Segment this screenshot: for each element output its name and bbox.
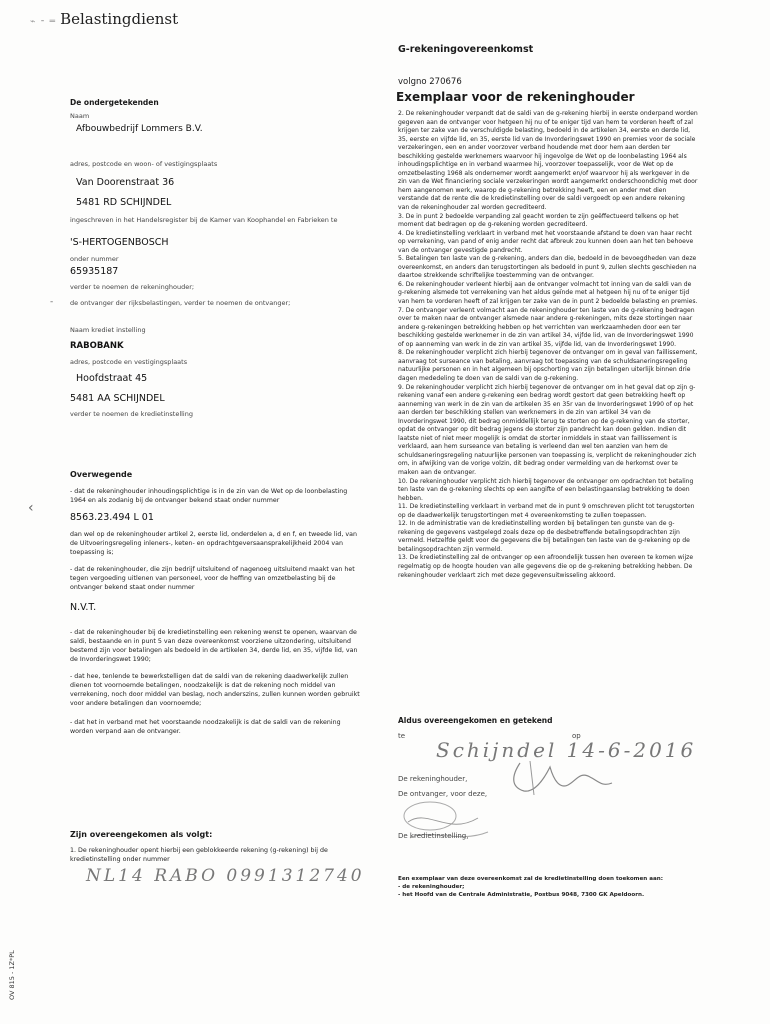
distribution-footer [398,875,698,899]
krediet-label: Naam krediet instelling [70,326,146,334]
clause-3: 3. De in punt 2 bedoelde verpanding zal geacht worden te zijn geëffectueerd telkens op het moment dat bedragen op de g-rekening worden gecrediteerd. [398,212,679,229]
margin-dash-mark: - [50,297,54,307]
ontvanger-stamp [398,798,498,848]
naam-value: Afbouwbedrijf Lommers B.V. [76,124,203,134]
ontvanger-line: de ontvanger der rijksbelastingen, verder te noemen de ontvanger; [70,299,291,307]
overwegende-4: - dat de rekeninghouder bij de kredietinstelling een rekening wenst te openen, waarvan de saldi, bestaande en in punt 5 van deze overeenkomst voorziene uitzondering, uitsluitend bestemd zijn voor betalingen als bedoeld in de artikelen 34, derde lid, en 35, vijfde lid, van de Invorderingswet 1990; [70,629,358,663]
clauses-text [398,110,698,580]
clause-11: 11. De kredietinstelling verklaart in verband met de in punt 9 omschreven plicht tot terugstorten op de daadwerkelijk terugstortingen met 4 overeenkomsting te zullen toepassen. [398,503,695,519]
footer-line-2: - de rekeninghouder; [398,884,465,890]
clause-7: 7. De ontvanger verleent volmacht aan de rekeninghouder ten laste van de g-rekening bedragen over te maken naar de ontvanger alsmede naar andere g-rekeningen, mits deze stortingen naar andere g-rekeningen betrekking hebben op het verrichten van werkzaamheden door een ter beschikking gestelde werknemer in de zin van artikel 34, vijfde lid, van de Invorderingswet 1990 of op aanneming van werk in de zin van artikel 35, vijfde lid, van de Invorderingswet 1990. [398,306,695,348]
overwegende-1: - dat de rekeninghouder inhoudingsplichtige is in de zin van de Wet op de loonbelasting 1964 en als zodanig bij de ontvanger bekend staat onder nummer [70,488,348,504]
margin-arrow-mark: ‹ [28,500,34,516]
clause-9: 9. De rekeninghouder verplicht zich hierbij tegenover de ontvanger om in het geval dat op zijn g-rekening vanaf een andere g-rekening een bedrag wordt gestort dat geen betrekking heeft op aanneming van werk in de zin van de artikelen 35 en 35r van de Invorderingswet 1990 of op het aan derden ter beschikking stellen van werknemers in de zin van artikel 34 van de Invorderingswet 1990, dit bedrag onmiddellijk terug te storten op de g-rekening van de storter, opdat de ontvanger op dit bedrag jegens de storter zijn pandrecht kan doen gelden. Indien dit laatste niet of niet meer mogelijk is omdat de storter inmiddels in staat van faillissement is verklaard, aan hem surseance van betaling is verleend dan wel ten aanzien van hem de schuldsaneringsregeling natuurlijke personen van toepassing is, verplicht de rekeninghouder zich om, in afwijking van de vorige volzin, dit bedrag onder vermelding van de herkomst over te maken aan de ontvanger. [398,383,697,476]
aldus-heading: Aldus overeengekomen en getekend [398,716,553,725]
street-value: Van Doorenstraat 36 [76,177,175,188]
handelsregister-label: ingeschreven in het Handelsregister bij de Kamer van Koophandel en Fabrieken te [70,216,338,224]
rekeninghouder-signature-label: De rekeninghouder, [398,775,468,783]
volgno: volgno 270676 [398,77,462,87]
nvt-value: N.V.T. [70,602,97,613]
handwritten-place-date: Schijndel 14-6-2016 [436,738,697,762]
kredietinstelling-signature-label: De kredietinstelling, [398,832,469,840]
verder-rekeninghouder: verder te noemen de rekeninghouder; [70,283,195,291]
overwegende-heading: Overwegende [70,470,133,479]
exemplaar-heading: Exemplaar voor de rekeninghouder [396,90,635,104]
clause-12: 12. In de administratie van de kredietinstelling worden bij betalingen ten gunste van de g-rekening de gegevens vastgelegd zoals deze op de desbetreffende betalingsopdrachten zijn vermeld. Hetzelfde geldt voor de gegevens die bij betalingen ten laste van de g-rekening op de betalingsopdrachten zijn vermeld. [398,520,690,553]
te-label: te [398,732,406,740]
rekeninghouder-signature [490,755,620,800]
op-label: op [572,732,581,740]
footer-line-1: Een exemplaar van deze overeenkomst zal de kredietinstelling doen toekomen aan: [398,876,663,882]
naam-label: Naam [70,112,90,120]
belastingdienst-logo: ⌁ ⁃ ═ Belastingdienst [30,10,179,28]
adres-label: adres, postcode en woon- of vestigingsplaats [70,160,218,168]
clause-8: 8. De rekeninghouder verplicht zich hierbij tegenover de ontvanger om in geval van faillissement, aanvraag tot surseance van betaling, aanvraag tot toepassing van de schuldsaneringsregeling natuurlijke personen en in het algemeen bij opschorting van zijn betalingen uiterlijk binnen drie dagen mededeling te doen van de saldi van de g-rekening. [398,349,698,382]
onder-nummer-label: onder nummer [70,255,119,263]
clause-4: 4. De kredietinstelling verklaart in verband met het voorstaande afstand te doen van haar recht op verrekening, van pand of enig ander recht dat afbreuk zou kunnen doen aan het ten behoeve van de ontvanger gevestigde pandrecht. [398,229,694,254]
clause-2: 2. De rekeninghouder verpandt dat de saldi van de g-rekening hierbij in eerste onderpand worden gegeven aan de ontvanger voor hetgeen hij nu of te eniger tijd van hem te vorderen heeft of zal krijgen ter zake van de verschuldigde belasting, bedoeld in de artikelen 34, eerste en derde lid, 35, eerste en vijfde lid, en 35, eerste lid van de Invorderingswet 1990 en premies voor de sociale verzekeringen, een en ander voorzover verband houdende met door hem aan derden ter beschikking gestelde werknemers waarvoor hij ingevolge de Wet op de loonbelasting 1964 als inhoudingsplichtige en in verband waarmee hij, voorzover toepasselijk, voor de Wet op de omzetbelasting 1968 als ondernemer wordt aangemerkt en/of waarvoor hij als werkgever in de zin van de Wet financiering sociale verzekeringen wordt aangemerkt onderschoondichig met door hem aangenomen werk, waarop de g-rekening betrekking heeft, een en ander met dien verstande dat de rente die de kredietinstelling over de saldi vergoedt op een andere rekening van de rekeninghouder zal worden gecrediteerd. [398,110,698,212]
krediet-value: RABOBANK [70,341,124,351]
loonheffing-number: 8563.23.494 L 01 [70,512,154,523]
overwegende-2: dan wel op de rekeninghouder artikel 2, eerste lid, onderdelen a, d en f, en tweede lid, van de Uitvoeringsregeling inleners-, keten- en opdrachtgeversaansprakelijkheid 2004 van toepassing is; [70,531,357,556]
city-value: 5481 RD SCHIJNDEL [76,197,172,208]
voigt-heading: Zijn overeengekomen als volgt: [70,830,213,839]
krediet-city-value: 5481 AA SCHIJNDEL [70,393,165,404]
side-form-code: OV 815 - 1Z*PL [8,950,16,1000]
overwegende-3: - dat de rekeninghouder, die zijn bedrijf uitsluitend of nagenoeg uitsluitend maakt van het tegen vergoeding uitlenen van personeel, voor de heffing van omzetbelasting bij de ontvanger bekend staat onder nummer [70,566,355,591]
verder-krediet: verder te noemen de kredietinstelling [70,410,193,418]
logo-mark-icon: ⌁ ⁃ ═ [30,17,57,27]
kvk-city-value: 'S-HERTOGENBOSCH [70,237,169,248]
clause-6: 6. De rekeninghouder verleent hierbij aan de ontvanger volmacht tot inning van de saldi van de g-rekening alsmede tot verrekening van het aldus geïnde met al hetgeen hij nu of te eniger tijd van hem te vorderen heeft of zal krijgen ter zake van de in punt 2 bedoelde belasting en premies. [398,280,698,306]
clause-13: 13. De kredietinstelling zal de ontvanger op een afroondelijk tussen hen overeen te komen wijze regelmatig op de hoogte houden van alle gegevens die op de g-rekening betrekking hebben. De rekeninghouder verklaart zich met deze gegevensuitwisseling akkoord. [398,554,694,579]
clause-5: 5. Betalingen ten laste van de g-rekening, anders dan die, bedoeld in de bevoegdheden van deze overeenkomst, en anders dan terugstortingen als bedoeld in punt 9, zullen slechts geschieden na daartoe strekkende schriftelijke toestemming van de ontvanger. [398,255,697,280]
iban-handwritten: NL14 RABO 0991312740 [86,866,365,886]
krediet-street-value: Hoofdstraat 45 [76,373,148,384]
overwegende-6: - dat het in verband met het voorstaande noodzakelijk is dat de saldi van de rekening worden verpand aan de ontvanger. [70,719,341,735]
form-title: G-rekeningovereenkomst [398,44,534,55]
ondergetekenden-heading: De ondergetekenden [70,98,159,107]
clause-10: 10. De rekeninghouder verplicht zich hierbij tegenover de ontvanger om opdrachten tot betaling ten laste van de g-rekening slechts op een aangifte of een belastingaanslag betrekking te doen hebben. [398,477,694,502]
ontvanger-signature-label: De ontvanger, voor deze, [398,790,488,798]
kvk-number-value: 65935187 [70,266,119,277]
overwegende-5: - dat hee, tenlende te bewerkstelligen dat de saldi van de rekening daadwerkelijk zullen dienen tot voornoemde betalingen, noodzakelijk is dat de rekening noch middel van verrekening, noch door middel van beslag, noch anderszins, zullen kunnen worden gebruikt voor andere betalingen dan voornoemde; [70,673,360,707]
footer-line-3: - het Hoofd van de Centrale Administratie, Postbus 9048, 7300 GK Apeldoorn. [398,892,645,898]
punt-1: 1. De rekeninghouder opent hierbij een geblokkeerde rekening (g-rekening) bij de kredietinstelling onder nummer [70,847,328,863]
krediet-adres-label: adres, postcode en vestigingsplaats [70,358,188,366]
